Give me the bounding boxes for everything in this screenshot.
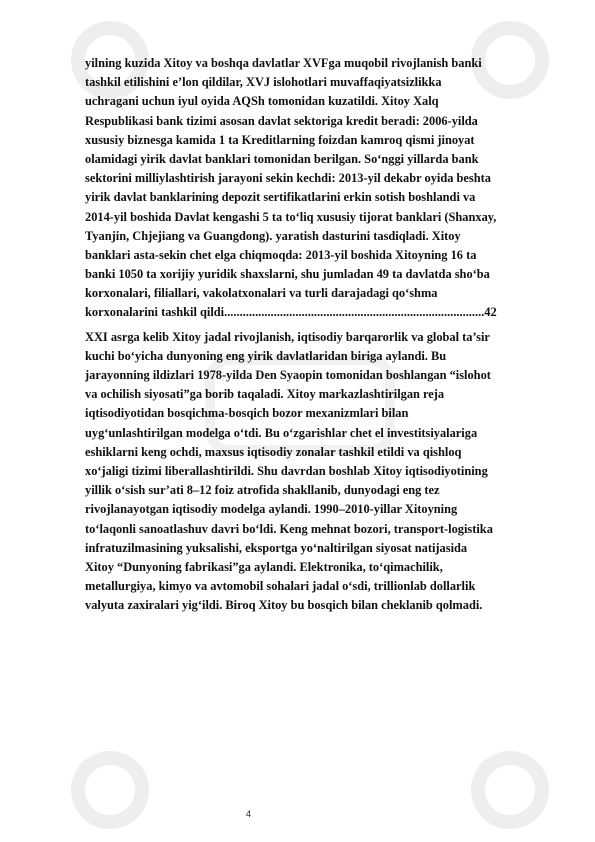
paragraph-2-line: xo‘jaligi tizimi liberallashtirildi. Shu davrdan boshlab Xitoy iqtisodiyotining <box>85 463 488 478</box>
paragraph-1-line: xususiy biznesga kamida 1 ta Kreditlarning foizdan kamroq qismi jinoyat <box>85 132 475 147</box>
paragraph-1-line: sektorini milliylashtirish jarayoni sekin kechdi: 2013-yil dekabr oyida beshta <box>85 171 491 186</box>
page-number: 4 <box>246 809 252 819</box>
paragraph-2-line: eshiklarni keng ochdi, maxsus iqtisodiy zonalar tashkil etildi va qishloq <box>85 444 462 459</box>
paragraph-2-line: XXI asrga kelib Xitoy jadal rivojlanish, iqtisodiy barqarorlik va global ta’sir <box>85 329 490 344</box>
paragraph-2-line: Xitoy “Dunyoning fabrikasi”ga aylandi. Elektronika, to‘qimachilik, <box>85 559 443 574</box>
paragraph-1-line: banki 1050 ta xorijiy yuridik shaxslarni, shu jumladan 49 ta davlatda sho‘ba <box>85 267 490 282</box>
paragraph-2-line: iqtisodiyotidan bosqichma-bosqich bozor mexanizmlari bilan <box>85 406 409 421</box>
paragraph-2-line: metallurgiya, kimyo va avtomobil sohalari jadal o‘sdi, trillionlab dollarlik <box>85 579 476 594</box>
paragraph-2-line: va ochilish siyosati”ga borib taqaladi. Xitoy markazlashtirilgan reja <box>85 387 445 402</box>
paragraph-2-line: jarayonning ildizlari 1978-yilda Den Syaopin tomonidan boshlangan “islohot <box>85 368 491 382</box>
paragraph-1-line: banklari asta-sekin chet elga chiqmoqda: 2013-yil boshida Xitoyning 16 ta <box>85 247 477 262</box>
paragraph-1-line: olamidagi yirik davlat banklari tomonidan berilgan. So‘nggi yillarda bank <box>85 151 479 166</box>
paragraph-1 <box>85 54 557 323</box>
paragraph-1-line: korxonalarini tashkil qildi....................................................................................42 <box>85 305 497 320</box>
paragraph-1-line: 2014-yil boshida Davlat kengashi 5 ta to‘liq xususiy tijorat banklari (Shanxay, <box>85 209 497 224</box>
paragraph-2-line: infratuzilmasining yuksalishi, eksportga yo‘naltirilgan siyosat natijasida <box>85 540 468 555</box>
paragraph-1-line: Tyanjin, Chjejiang va Guangdong). yaratish dasturini tasdiqladi. Xitoy <box>85 228 461 243</box>
page-content <box>85 54 557 615</box>
paragraph-1-line: uchragani uchun iyul oyida AQSh tomonidan kuzatildi. Xitoy Xalq <box>85 94 439 109</box>
paragraph-1-line: tashkil etilishini e’lon qildilar, XVJ islohotlari muvaffaqiyatsizlikka <box>85 75 442 90</box>
paragraph-2-line: kuchi bo‘yicha dunyoning eng yirik davlatlaridan biriga aylandi. Bu <box>85 348 447 363</box>
paragraph-2-line: valyuta zaxiralari yig‘ildi. Biroq Xitoy bu bosqich bilan cheklanib qolmadi. <box>85 598 483 613</box>
paragraph-1-line: Respublikasi bank tizimi asosan davlat sektoriga kredit beradi: 2006-yilda <box>85 113 478 128</box>
paragraph-1-line: yilning kuzida Xitoy va boshqa davlatlar XVFga muqobil rivojlanish banki <box>85 56 482 70</box>
paragraph-2-line: yillik o‘sish sur’ati 8–12 foiz atrofida shakllanib, dunyodagi eng tez <box>85 483 440 498</box>
paragraph-1-line: yirik davlat banklarining depozit sertifikatlarini erkin sotish boshlandi va <box>85 190 476 205</box>
paragraph-2-line: uyg‘unlashtirilgan modelga o‘tdi. Bu o‘zgarishlar chet el investitsiyalariga <box>85 425 478 440</box>
paragraph-2 <box>85 328 557 616</box>
paragraph-2-line: to‘laqonli sanoatlashuv davri bo‘ldi. Keng mehnat bozori, transport-logistika <box>85 521 493 536</box>
paragraph-2-line: rivojlanayotgan iqtisodiy modelga aylandi. 1990–2010-yillar Xitoyning <box>85 502 458 517</box>
paragraph-1-line: korxonalari, filiallari, vakolatxonalari va turli darajadagi qo‘shma <box>85 286 438 301</box>
